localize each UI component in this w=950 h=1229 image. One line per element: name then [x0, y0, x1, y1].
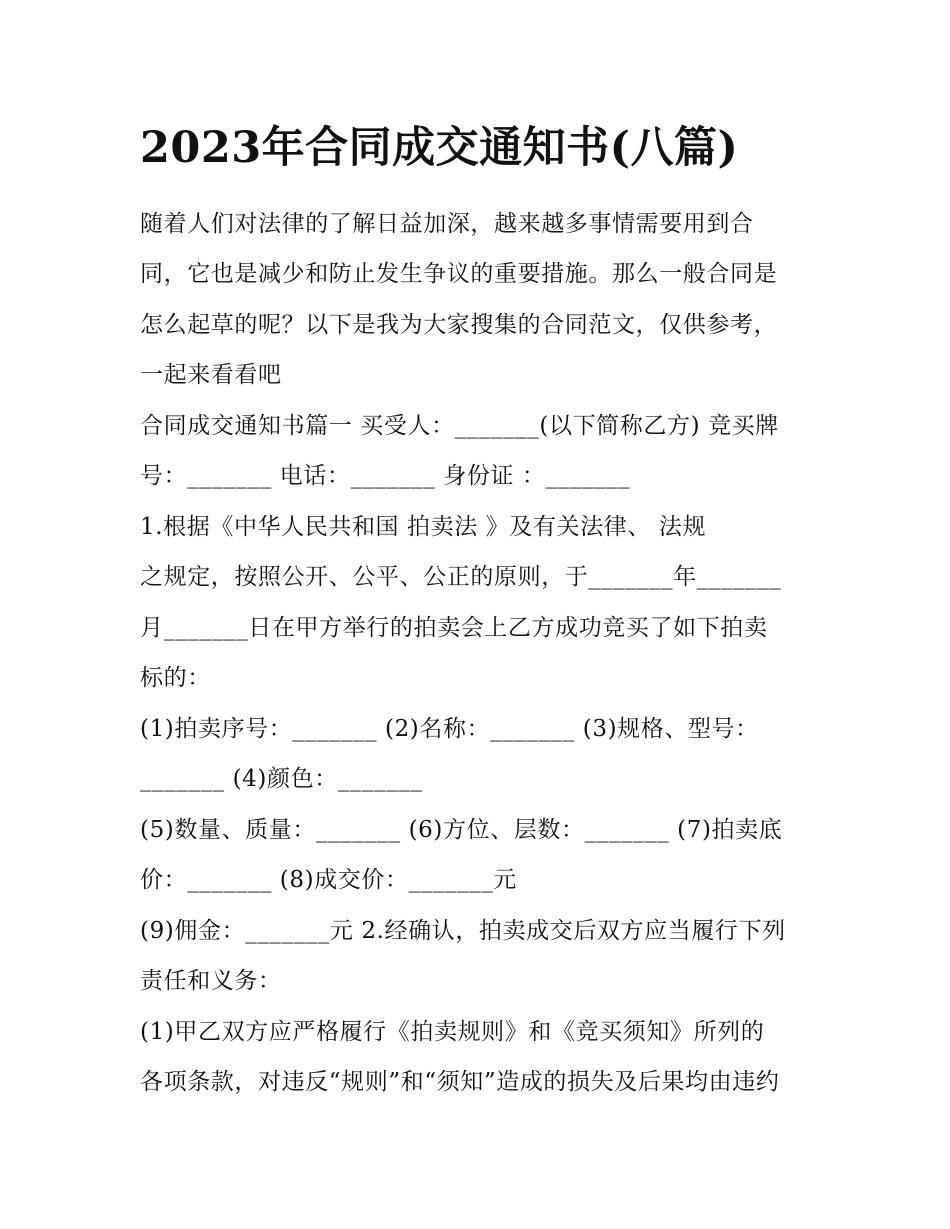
paragraph-line: _______ (4)颜色：_______	[140, 766, 423, 792]
paragraph-line: 1.根据《中华人民共和国 拍卖法 》及有关法律、 法规	[140, 514, 707, 540]
paragraph-line: (9)佣金：_______元 2.经确认，拍卖成交后双方应当履行下列	[140, 918, 786, 944]
paragraph-line: 怎么起草的呢？以下是我为大家搜集的合同范文，仅供参考，	[140, 312, 778, 338]
paragraph-line: 各项条款，对违反“规则”和“须知”造成的损失及后果均由违约	[140, 1069, 780, 1095]
paragraph-line: 合同成交通知书篇一 买受人：_______(以下简称乙方) 竞买牌	[140, 413, 779, 439]
paragraph-line: 月_______日在甲方举行的拍卖会上乙方成功竞买了如下拍卖	[140, 615, 768, 641]
paragraph-line: 标的：	[140, 665, 211, 691]
document-title: 2023年合同成交通知书(八篇)	[140, 123, 739, 173]
paragraph-line: 责任和义务：	[140, 968, 282, 994]
paragraph-line: 一起来看看吧	[140, 362, 282, 388]
paragraph-line: (1)甲乙双方应严格履行《拍卖规则》和《竞买须知》所列的	[140, 1019, 765, 1045]
paragraph-line: 之规定，按照公开、公平、公正的原则，于_______年_______	[140, 564, 782, 590]
paragraph-line: 同，它也是减少和防止发生争议的重要措施。那么一般合同是	[140, 261, 778, 287]
paragraph-line: (5)数量、质量：_______ (6)方位、层数：_______ (7)拍卖底	[140, 817, 783, 843]
paragraph-line: 价：_______ (8)成交价：_______元	[140, 867, 517, 893]
paragraph-line: 随着人们对法律的了解日益加深，越来越多事情需要用到合	[140, 211, 754, 237]
paragraph-line: 号：_______ 电话：_______ 身份证 ：_______	[140, 463, 631, 489]
paragraph-line: (1)拍卖序号：_______ (2)名称：_______ (3)规格、型号：	[140, 716, 759, 742]
